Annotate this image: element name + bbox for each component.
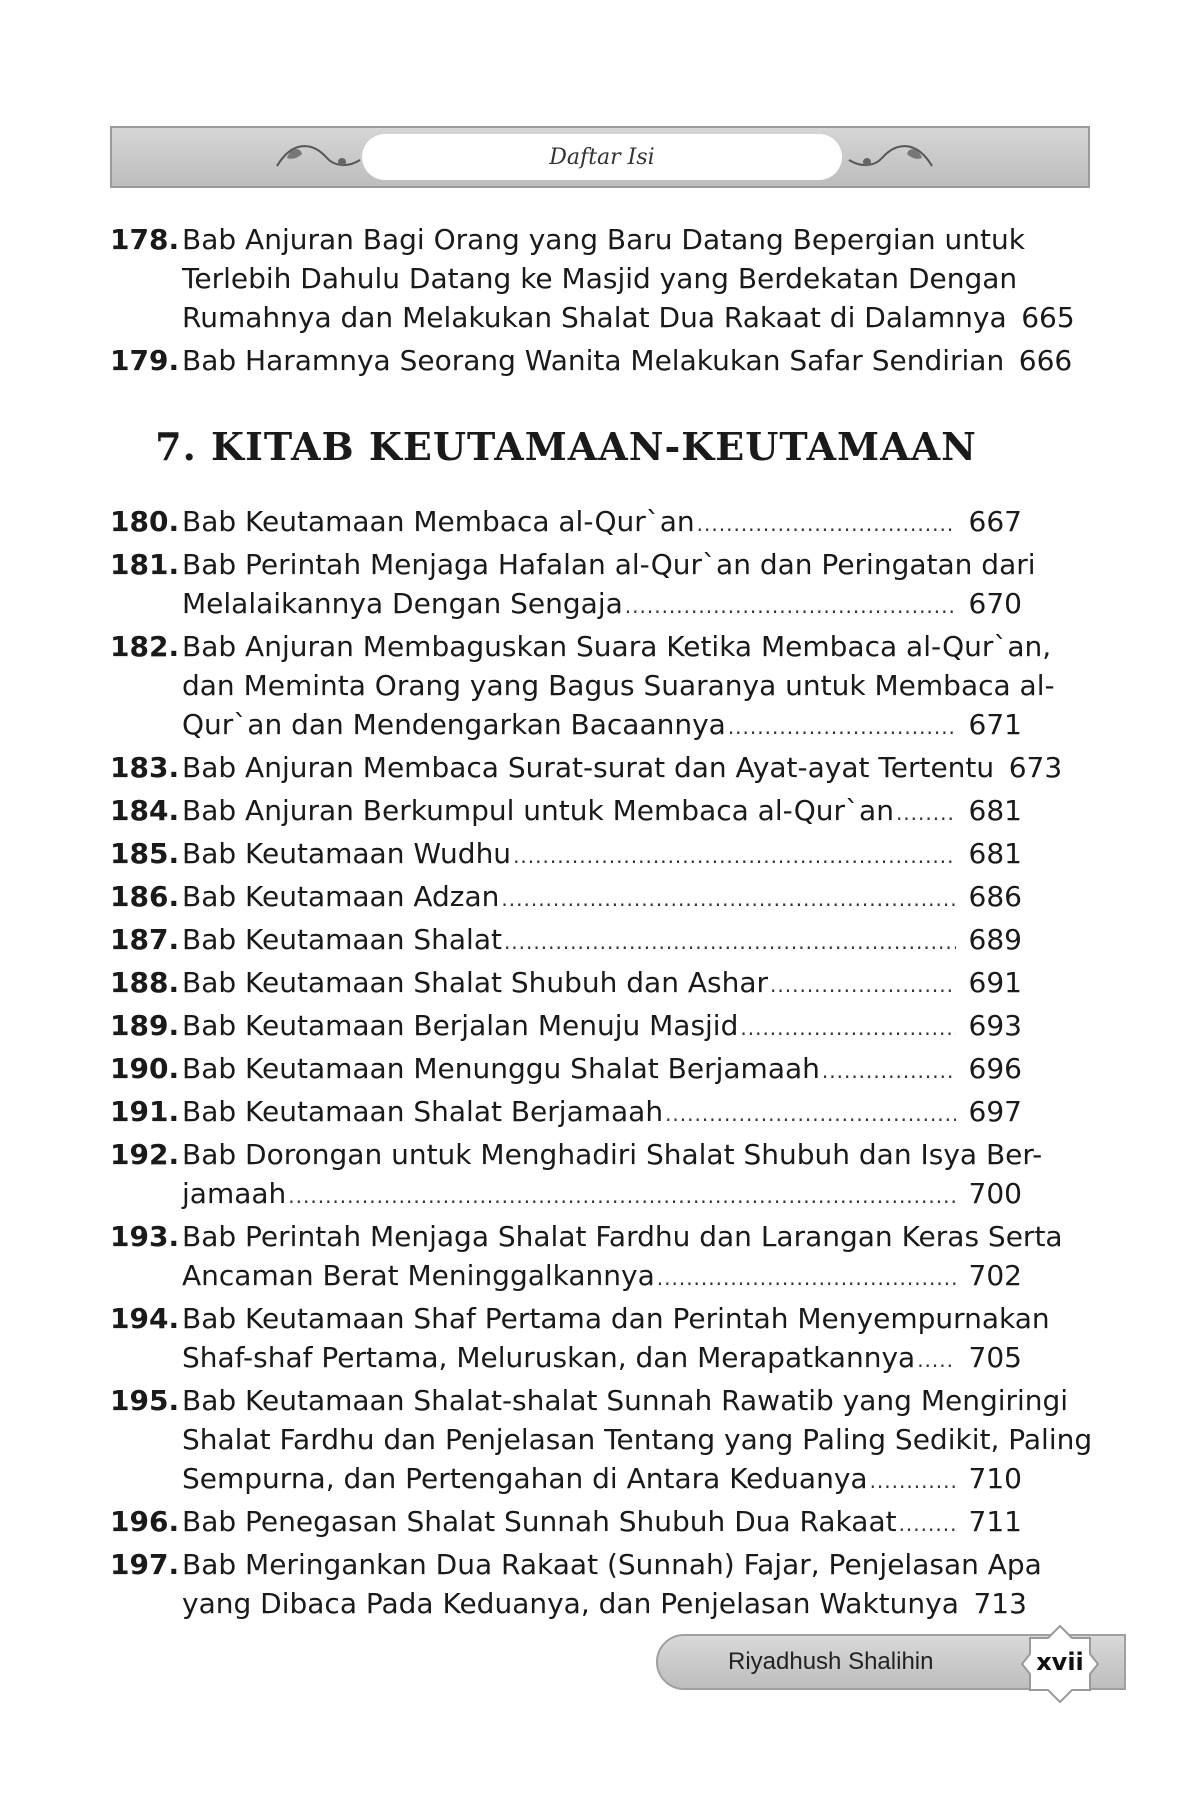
entry-title-text: Bab Penegasan Shalat Sunnah Shubuh Dua Rakaat — [182, 1505, 897, 1538]
entry-title-line — [182, 584, 1022, 626]
toc-entry[interactable] — [110, 502, 1022, 544]
entry-number: 196. — [110, 1505, 180, 1538]
entry-number: 188. — [110, 966, 180, 999]
toc-entry[interactable] — [110, 1381, 1093, 1501]
entry-title-text: Ancaman Berat Meninggalkannya — [182, 1259, 655, 1292]
toc-entry[interactable] — [110, 1135, 1043, 1216]
toc-entry[interactable] — [110, 877, 1022, 919]
entry-title-line: Shalat Fardhu dan Penjelasan Tentang yang Paling Sedikit, Paling — [182, 1423, 1093, 1456]
entry-page-number: 696 — [968, 1052, 1022, 1085]
entry-title-line — [182, 1174, 1022, 1216]
entry-page-number: 705 — [968, 1341, 1022, 1374]
entry-number: 194. — [110, 1302, 180, 1335]
dot-leader — [870, 1459, 956, 1501]
entry-number: 184. — [110, 794, 180, 827]
entry-page-number: 713 — [973, 1587, 1027, 1620]
toc-entry[interactable] — [110, 1545, 1042, 1626]
entry-title-line: Bab Dorongan untuk Menghadiri Shalat Shubuh dan Isya Ber- — [182, 1138, 1043, 1171]
dot-leader — [770, 963, 956, 1005]
entry-title-line — [182, 1338, 1022, 1380]
entry-title-line — [182, 298, 1075, 340]
entry-title-line — [182, 1006, 1022, 1048]
dot-leader — [899, 1502, 956, 1544]
entry-number: 192. — [110, 1138, 180, 1171]
toc-entry[interactable] — [110, 220, 1075, 340]
dot-leader — [501, 877, 956, 919]
dot-leader — [513, 834, 956, 876]
footer-banner — [656, 1634, 1126, 1690]
page-number: xvii — [1036, 1648, 1084, 1676]
dot-leader — [740, 1006, 956, 1048]
book-title: Riyadhush Shalihin — [728, 1648, 934, 1675]
entry-title-text: Bab Keutamaan Wudhu — [182, 837, 512, 870]
entry-page-number: 681 — [968, 837, 1022, 870]
entry-title-line — [182, 705, 1022, 747]
entry-title-line: Bab Anjuran Bagi Orang yang Baru Datang Bepergian untuk — [182, 223, 1025, 256]
entry-page-number: 666 — [1018, 344, 1073, 377]
entry-title-line: Bab Keutamaan Shaf Pertama dan Perintah Menyempurnakan — [182, 1302, 1050, 1335]
toc-entry[interactable] — [110, 1092, 1022, 1134]
floral-ornament-icon — [272, 136, 362, 180]
entry-page-number: 702 — [968, 1259, 1022, 1292]
toc-entry[interactable] — [110, 748, 1063, 790]
entry-title-line — [182, 834, 1022, 876]
toc-entry[interactable] — [110, 627, 1055, 747]
entry-title-text: Shaf-shaf Pertama, Meluruskan, dan Merapatkannya — [182, 1341, 916, 1374]
entry-page-number: 665 — [1021, 301, 1075, 334]
entry-number: 179. — [110, 344, 180, 377]
entry-number: 182. — [110, 630, 180, 663]
entry-title-line — [182, 341, 1073, 383]
entry-page-number: 689 — [968, 923, 1022, 956]
toc-entry[interactable] — [110, 341, 1073, 383]
entry-page-number: 673 — [1008, 751, 1063, 784]
entry-page-number: 693 — [968, 1009, 1022, 1042]
entry-page-number: 700 — [968, 1177, 1022, 1210]
entry-title-text: Bab Keutamaan Shalat Shubuh dan Ashar — [182, 966, 769, 999]
entry-title-text: Bab Keutamaan Membaca al-Qur`an — [182, 505, 695, 538]
entry-title-text: Melalaikannya Dengan Sengaja — [182, 587, 623, 620]
entry-number: 183. — [110, 751, 180, 784]
entry-title-line: Bab Meringankan Dua Rakaat (Sunnah) Fajar, Penjelasan Apa — [182, 1548, 1042, 1581]
entry-number: 189. — [110, 1009, 180, 1042]
entry-title-text: Sempurna, dan Pertengahan di Antara Keduanya — [182, 1462, 868, 1495]
entry-number: 178. — [110, 223, 180, 256]
entry-title-text: Bab Keutamaan Berjalan Menuju Masjid — [182, 1009, 739, 1042]
dot-leader — [728, 705, 956, 747]
entry-title-text: Bab Anjuran Berkumpul untuk Membaca al-Qur`an — [182, 794, 894, 827]
dot-leader — [504, 920, 956, 962]
entry-page-number: 681 — [968, 794, 1022, 827]
entry-title-text: Bab Keutamaan Adzan — [182, 880, 500, 913]
entry-title-line — [182, 748, 1063, 790]
entry-number: 187. — [110, 923, 180, 956]
entry-page-number: 710 — [968, 1462, 1022, 1495]
dot-leader — [822, 1049, 956, 1091]
toc-entry[interactable] — [110, 1217, 1063, 1298]
dot-leader — [896, 791, 956, 833]
toc-entry[interactable] — [110, 1502, 1022, 1544]
toc-entry[interactable] — [110, 545, 1036, 626]
entry-page-number: 697 — [968, 1095, 1022, 1128]
entry-page-number: 711 — [968, 1505, 1022, 1538]
entry-title-line — [182, 1256, 1022, 1298]
entry-page-number: 667 — [968, 505, 1022, 538]
entry-title-line: Terlebih Dahulu Datang ke Masjid yang Berdekatan Dengan — [182, 262, 1018, 295]
toc-entry[interactable] — [110, 791, 1022, 833]
toc-entry[interactable] — [110, 834, 1022, 876]
dot-leader — [917, 1338, 956, 1380]
entry-title-line — [182, 963, 1022, 1005]
entry-title-line — [182, 1092, 1022, 1134]
toc-entry[interactable] — [110, 1299, 1050, 1380]
entry-page-number: 671 — [968, 708, 1022, 741]
entry-title-text: Bab Anjuran Membaca Surat-surat dan Ayat-ayat Tertentu — [182, 751, 995, 784]
header-banner — [110, 126, 1090, 188]
entry-title-text: jamaah — [182, 1177, 287, 1210]
toc-entry[interactable] — [110, 1049, 1022, 1091]
dot-leader — [665, 1092, 956, 1134]
floral-ornament-icon — [847, 136, 937, 180]
entry-number: 185. — [110, 837, 180, 870]
entry-title-line: Bab Keutamaan Shalat-shalat Sunnah Rawatib yang Mengiringi — [182, 1384, 1069, 1417]
entry-number: 197. — [110, 1548, 180, 1581]
entry-title-text: Bab Haramnya Seorang Wanita Melakukan Safar Sendirian — [182, 344, 1005, 377]
entry-title-line — [182, 791, 1022, 833]
dot-leader — [625, 584, 956, 626]
entry-title-line — [182, 1049, 1022, 1091]
entry-number: 190. — [110, 1052, 180, 1085]
toc-entry[interactable] — [110, 920, 1022, 962]
entry-number: 195. — [110, 1384, 180, 1417]
entry-number: 180. — [110, 505, 180, 538]
entry-page-number: 686 — [968, 880, 1022, 913]
entry-title-line — [182, 877, 1022, 919]
entry-title-text: yang Dibaca Pada Keduanya, dan Penjelasan Waktunya — [182, 1587, 959, 1620]
entry-title-text: Rumahnya dan Melakukan Shalat Dua Rakaat di Dalamnya — [182, 301, 1007, 334]
toc-entry[interactable] — [110, 1006, 1022, 1048]
entry-title-line: Bab Perintah Menjaga Shalat Fardhu dan Larangan Keras Serta — [182, 1220, 1063, 1253]
entry-title-line: dan Meminta Orang yang Bagus Suaranya untuk Membaca al- — [182, 669, 1055, 702]
entry-title-text: Qur`an dan Mendengarkan Bacaannya — [182, 708, 726, 741]
chapter-heading: 7. KITAB KEUTAMAAN-KEUTAMAAN — [155, 424, 977, 469]
entry-title-line: Bab Anjuran Membaguskan Suara Ketika Membaca al-Qur`an, — [182, 630, 1052, 663]
entry-page-number: 691 — [968, 966, 1022, 999]
entry-number: 181. — [110, 548, 180, 581]
entry-title-line — [182, 1584, 1027, 1626]
header-title-pill — [362, 134, 842, 180]
entry-title-text: Bab Keutamaan Shalat — [182, 923, 502, 956]
entry-title-line — [182, 1502, 1022, 1544]
entry-page-number: 670 — [968, 587, 1022, 620]
entry-title-text: Bab Keutamaan Shalat Berjamaah — [182, 1095, 664, 1128]
dot-leader — [657, 1256, 956, 1298]
entry-title-line — [182, 920, 1022, 962]
entry-title-line — [182, 502, 1022, 544]
entry-title-text: Bab Keutamaan Menunggu Shalat Berjamaah — [182, 1052, 820, 1085]
entry-number: 193. — [110, 1220, 180, 1253]
dot-leader — [288, 1174, 956, 1216]
dot-leader — [697, 502, 956, 544]
toc-entry[interactable] — [110, 963, 1022, 1005]
entry-number: 191. — [110, 1095, 180, 1128]
entry-number: 186. — [110, 880, 180, 913]
entry-title-line: Bab Perintah Menjaga Hafalan al-Qur`an dan Peringatan dari — [182, 548, 1036, 581]
page-title: Daftar Isi — [549, 144, 655, 170]
entry-title-line — [182, 1459, 1022, 1501]
